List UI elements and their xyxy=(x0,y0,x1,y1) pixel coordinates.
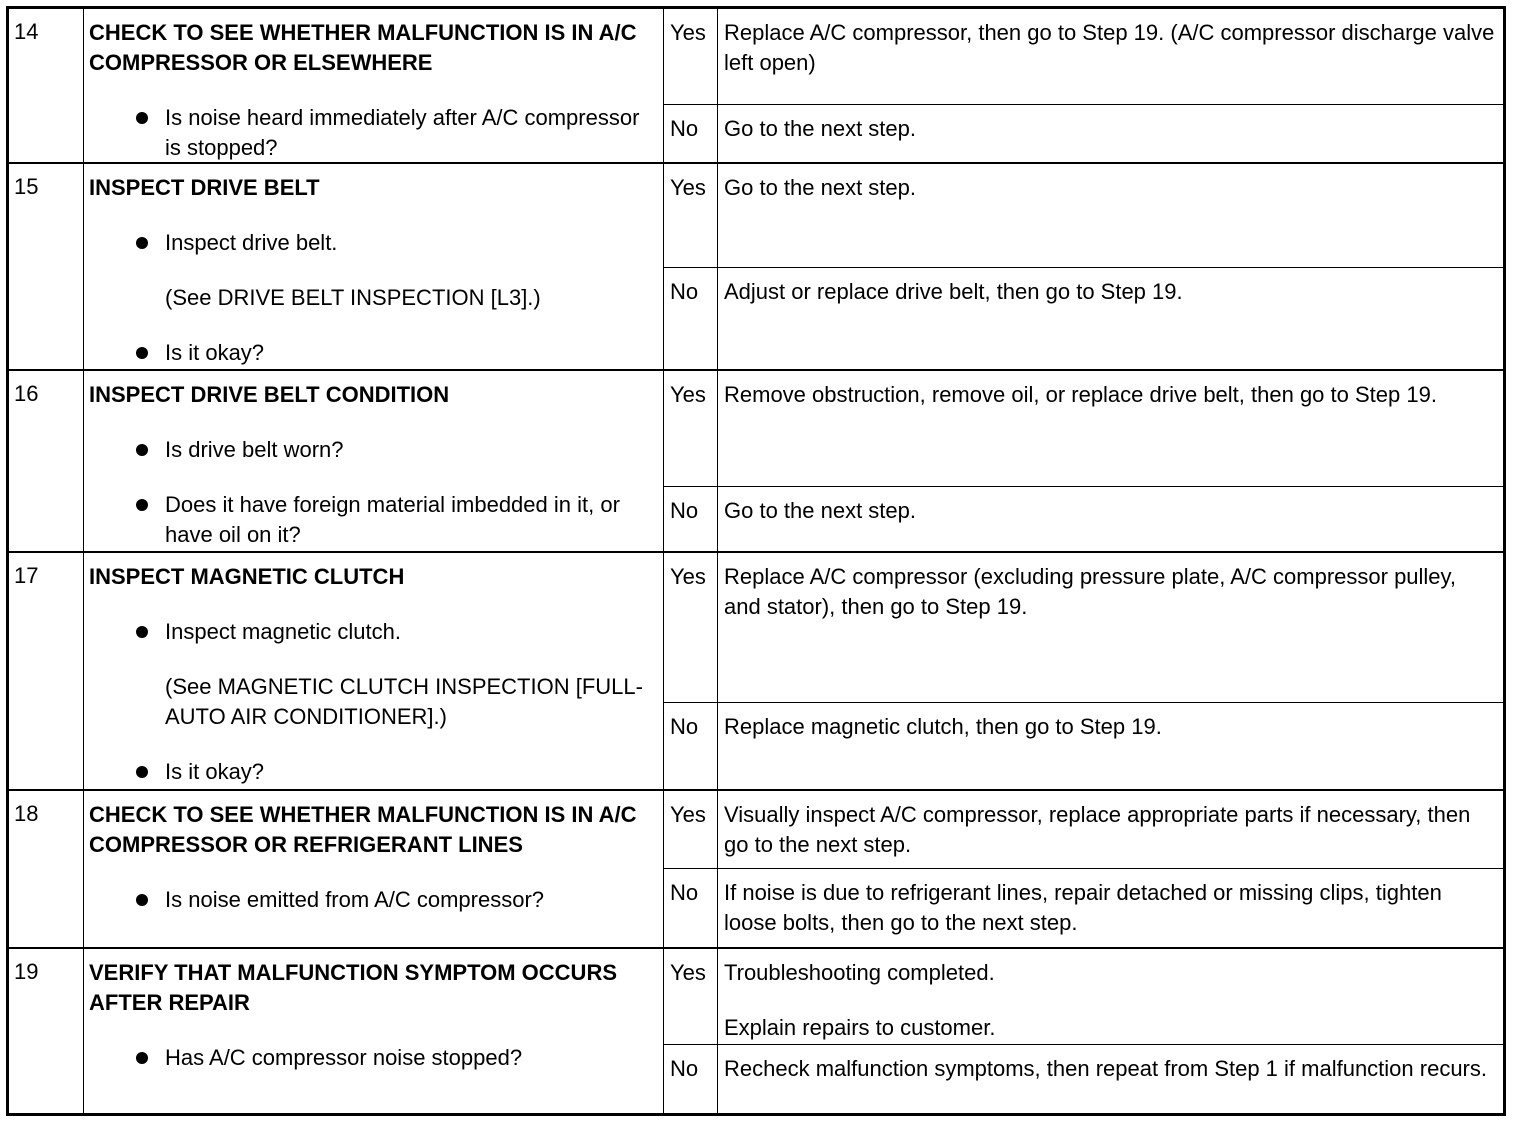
step-title: VERIFY THAT MALFUNCTION SYMPTOM OCCURS AFTER REPAIR xyxy=(89,960,617,1015)
result-yes xyxy=(664,9,1503,105)
answer-label: No xyxy=(664,869,718,947)
action-text xyxy=(718,949,1503,1044)
step-number: 16 xyxy=(9,371,84,551)
action-paragraph: Replace magnetic clutch, then go to Step 19. xyxy=(724,714,1162,739)
result-no xyxy=(664,105,1503,162)
action-text xyxy=(718,703,1503,789)
answer-label: Yes xyxy=(664,553,718,702)
result-no xyxy=(664,1045,1503,1113)
step-number: 14 xyxy=(9,9,84,162)
step-description xyxy=(84,371,664,551)
action-text xyxy=(718,105,1503,162)
bullet-item: Inspect magnetic clutch. xyxy=(89,617,657,647)
step-number: 19 xyxy=(9,949,84,1113)
answer-label: Yes xyxy=(664,949,718,1044)
step-description xyxy=(84,164,664,369)
troubleshooting-table xyxy=(6,6,1506,1116)
result-column xyxy=(664,553,1503,789)
action-text xyxy=(718,487,1503,551)
step-description xyxy=(84,791,664,947)
answer-label: Yes xyxy=(664,791,718,868)
action-paragraph: Explain repairs to customer. xyxy=(724,1015,996,1040)
action-paragraph: Go to the next step. xyxy=(724,175,917,200)
answer-label: No xyxy=(664,487,718,551)
bullet-item: Is it okay? xyxy=(89,757,657,787)
answer-label: Yes xyxy=(664,9,718,104)
bullet-item: Inspect drive belt. xyxy=(89,228,657,258)
bullet-item: Is it okay? xyxy=(89,338,657,368)
bullet-item: Is noise emitted from A/C compressor? xyxy=(89,885,657,915)
answer-label: No xyxy=(664,1045,718,1113)
step-title: CHECK TO SEE WHETHER MALFUNCTION IS IN A/C COMPRESSOR OR REFRIGERANT LINES xyxy=(89,802,637,857)
action-paragraph: Adjust or replace drive belt, then go to Step 19. xyxy=(724,279,1183,304)
step-number: 15 xyxy=(9,164,84,369)
action-text xyxy=(718,371,1503,486)
step-row xyxy=(9,164,1503,371)
step-row xyxy=(9,9,1503,164)
bullet-item: Is drive belt worn? xyxy=(89,435,657,465)
bullet-item: Has A/C compressor noise stopped? xyxy=(89,1043,657,1073)
result-column xyxy=(664,9,1503,162)
action-paragraph: If noise is due to refrigerant lines, repair detached or missing clips, tighten loose bolts, then go to the next step. xyxy=(724,880,1442,935)
action-text xyxy=(718,268,1503,369)
result-yes xyxy=(664,164,1503,268)
reference-note: (See MAGNETIC CLUTCH INSPECTION [FULL-AUTO AIR CONDITIONER].) xyxy=(165,674,643,729)
answer-label: No xyxy=(664,268,718,369)
action-text xyxy=(718,1045,1503,1113)
answer-label: No xyxy=(664,105,718,162)
result-column xyxy=(664,371,1503,551)
action-text xyxy=(718,553,1503,702)
step-row xyxy=(9,553,1503,791)
action-paragraph: Troubleshooting completed. xyxy=(724,960,995,985)
action-paragraph: Go to the next step. xyxy=(724,116,917,141)
step-description xyxy=(84,553,664,789)
action-text xyxy=(718,164,1503,267)
action-paragraph: Replace A/C compressor (excluding pressure plate, A/C compressor pulley, and stator), then go to Step 19. xyxy=(724,564,1457,619)
result-yes xyxy=(664,791,1503,869)
step-row xyxy=(9,791,1503,949)
action-text xyxy=(718,791,1503,868)
action-paragraph: Go to the next step. xyxy=(724,498,917,523)
action-paragraph: Remove obstruction, remove oil, or replace drive belt, then go to Step 19. xyxy=(724,382,1437,407)
action-paragraph: Recheck malfunction symptoms, then repeat from Step 1 if malfunction recurs. xyxy=(724,1056,1487,1081)
result-column xyxy=(664,949,1503,1113)
result-column xyxy=(664,791,1503,947)
answer-label: Yes xyxy=(664,371,718,486)
step-title: INSPECT DRIVE BELT xyxy=(89,175,320,200)
action-paragraph: Replace A/C compressor, then go to Step 19. (A/C compressor discharge valve left open) xyxy=(724,20,1495,75)
result-no xyxy=(664,268,1503,369)
step-title: INSPECT DRIVE BELT CONDITION xyxy=(89,382,450,407)
step-row xyxy=(9,371,1503,553)
result-yes xyxy=(664,949,1503,1045)
step-title: INSPECT MAGNETIC CLUTCH xyxy=(89,564,405,589)
step-number: 17 xyxy=(9,553,84,789)
action-text xyxy=(718,9,1503,104)
reference-note: (See DRIVE BELT INSPECTION [L3].) xyxy=(165,285,541,310)
result-no xyxy=(664,487,1503,551)
step-description xyxy=(84,9,664,162)
action-text xyxy=(718,869,1503,947)
bullet-item: Is noise heard immediately after A/C compressor is stopped? xyxy=(89,103,657,163)
result-column xyxy=(664,164,1503,369)
answer-label: Yes xyxy=(664,164,718,267)
result-no xyxy=(664,869,1503,947)
bullet-item: Does it have foreign material imbedded in it, or have oil on it? xyxy=(89,490,657,550)
result-no xyxy=(664,703,1503,789)
step-description xyxy=(84,949,664,1113)
result-yes xyxy=(664,553,1503,703)
step-number: 18 xyxy=(9,791,84,947)
step-row xyxy=(9,949,1503,1113)
action-paragraph: Visually inspect A/C compressor, replace appropriate parts if necessary, then go to the next step. xyxy=(724,802,1471,857)
result-yes xyxy=(664,371,1503,487)
step-title: CHECK TO SEE WHETHER MALFUNCTION IS IN A/C COMPRESSOR OR ELSEWHERE xyxy=(89,20,637,75)
answer-label: No xyxy=(664,703,718,789)
